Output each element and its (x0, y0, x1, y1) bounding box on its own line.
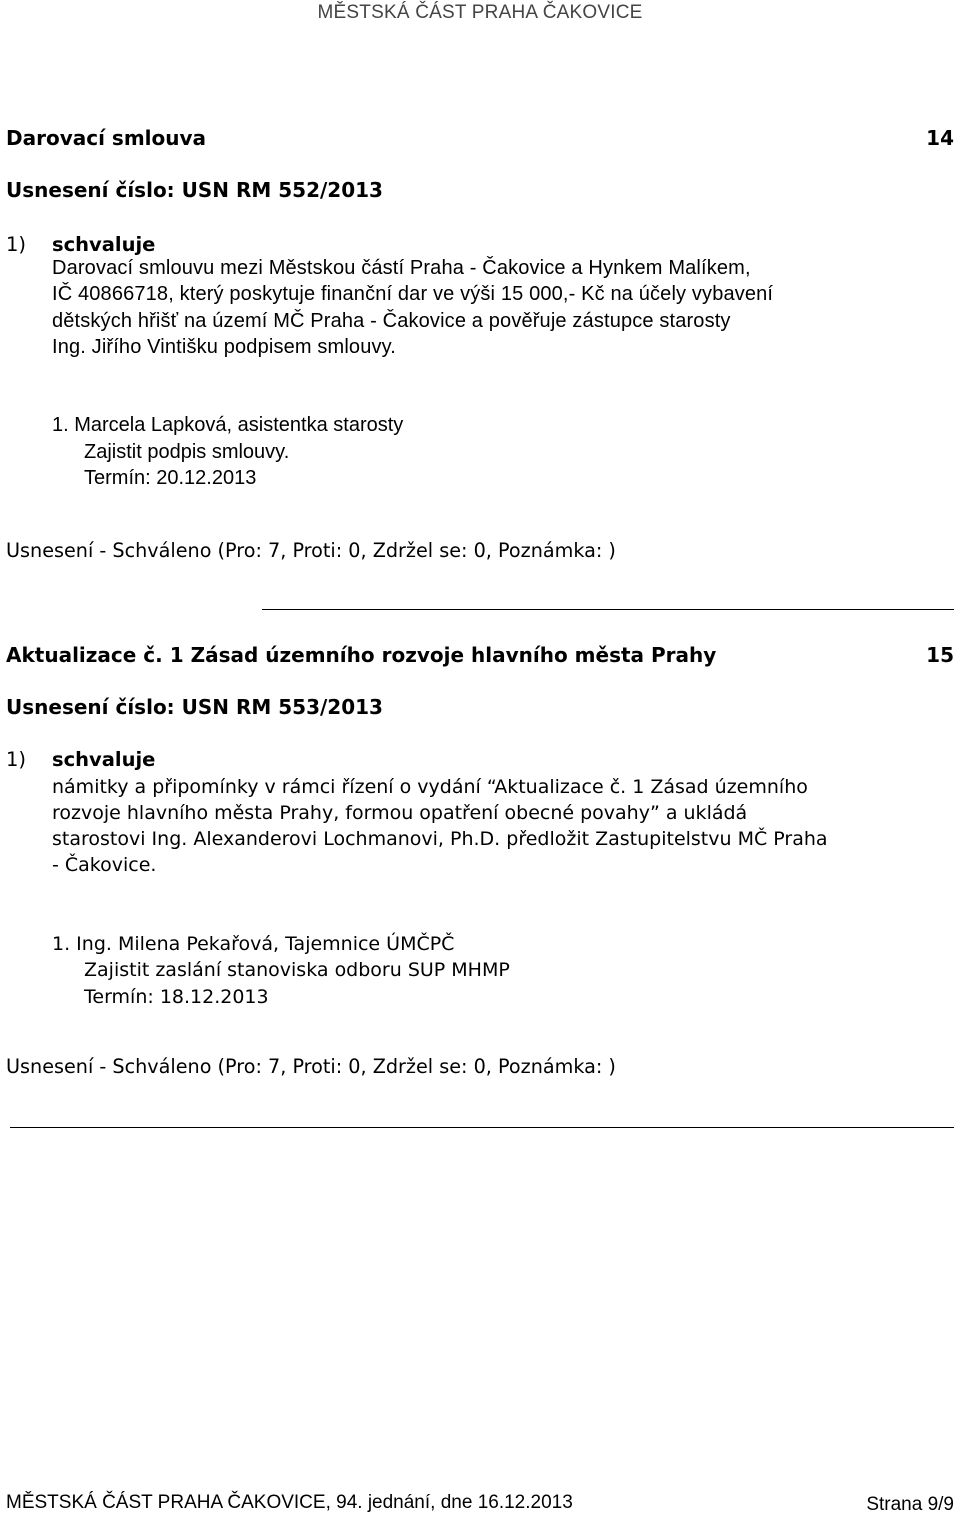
section-number: 14 (926, 126, 954, 150)
section-title: Aktualizace č. 1 Zásad územního rozvoje hlavního města Prahy (6, 643, 717, 667)
resolution-number: Usnesení číslo: USN RM 553/2013 (6, 695, 383, 719)
item-marker: 1) (6, 233, 27, 256)
body-line: - Čakovice. (52, 854, 157, 876)
page-number: Strana 9/9 (866, 1494, 954, 1515)
section-number: 15 (926, 643, 954, 667)
body-line: dětských hřišť na území MČ Praha - Čakovice a pověřuje zástupce starosty (52, 310, 731, 332)
task-deadline: Termín: 18.12.2013 (84, 986, 269, 1008)
section-title: Darovací smlouva (6, 126, 207, 150)
section-divider (10, 1127, 954, 1128)
body-line: IČ 40866718, který poskytuje finanční dar ve výši 15 000,- Kč na účely vybavení (52, 283, 774, 305)
body-line: rozvoje hlavního města Prahy, formou opatření obecné povahy” a ukládá (52, 802, 748, 824)
vote-result: Usnesení - Schváleno (Pro: 7, Proti: 0, Zdržel se: 0, Poznámka: ) (6, 1055, 616, 1078)
body-line: námitky a připomínky v rámci řízení o vydání “Aktualizace č. 1 Zásad územního (52, 776, 808, 798)
item-verb: schvaluje (52, 748, 156, 771)
task-deadline: Termín: 20.12.2013 (84, 467, 257, 489)
task-action: Zajistit zaslání stanoviska odboru SUP MHMP (84, 959, 510, 981)
page-footer: MĚSTSKÁ ČÁST PRAHA ČAKOVICE, 94. jednání, dne 16.12.2013 (6, 1492, 573, 1513)
item-marker: 1) (6, 748, 27, 771)
body-line: starostovi Ing. Alexanderovi Lochmanovi, Ph.D. předložit Zastupitelstvu MČ Praha (52, 828, 828, 850)
task-person: 1. Ing. Milena Pekařová, Tajemnice ÚMČPČ (52, 933, 455, 955)
item-verb: schvaluje (52, 233, 156, 256)
page-header: MĚSTSKÁ ČÁST PRAHA ČAKOVICE (317, 2, 643, 23)
task-action: Zajistit podpis smlouvy. (84, 441, 290, 463)
task-person: 1. Marcela Lapková, asistentka starosty (52, 414, 404, 436)
body-line: Ing. Jiřího Vintišku podpisem smlouvy. (52, 336, 397, 358)
body-line: Darovací smlouvu mezi Městskou částí Praha - Čakovice a Hynkem Malíkem, (52, 257, 751, 279)
section-divider (262, 609, 954, 610)
vote-result: Usnesení - Schváleno (Pro: 7, Proti: 0, Zdržel se: 0, Poznámka: ) (6, 539, 616, 562)
resolution-number: Usnesení číslo: USN RM 552/2013 (6, 178, 383, 202)
